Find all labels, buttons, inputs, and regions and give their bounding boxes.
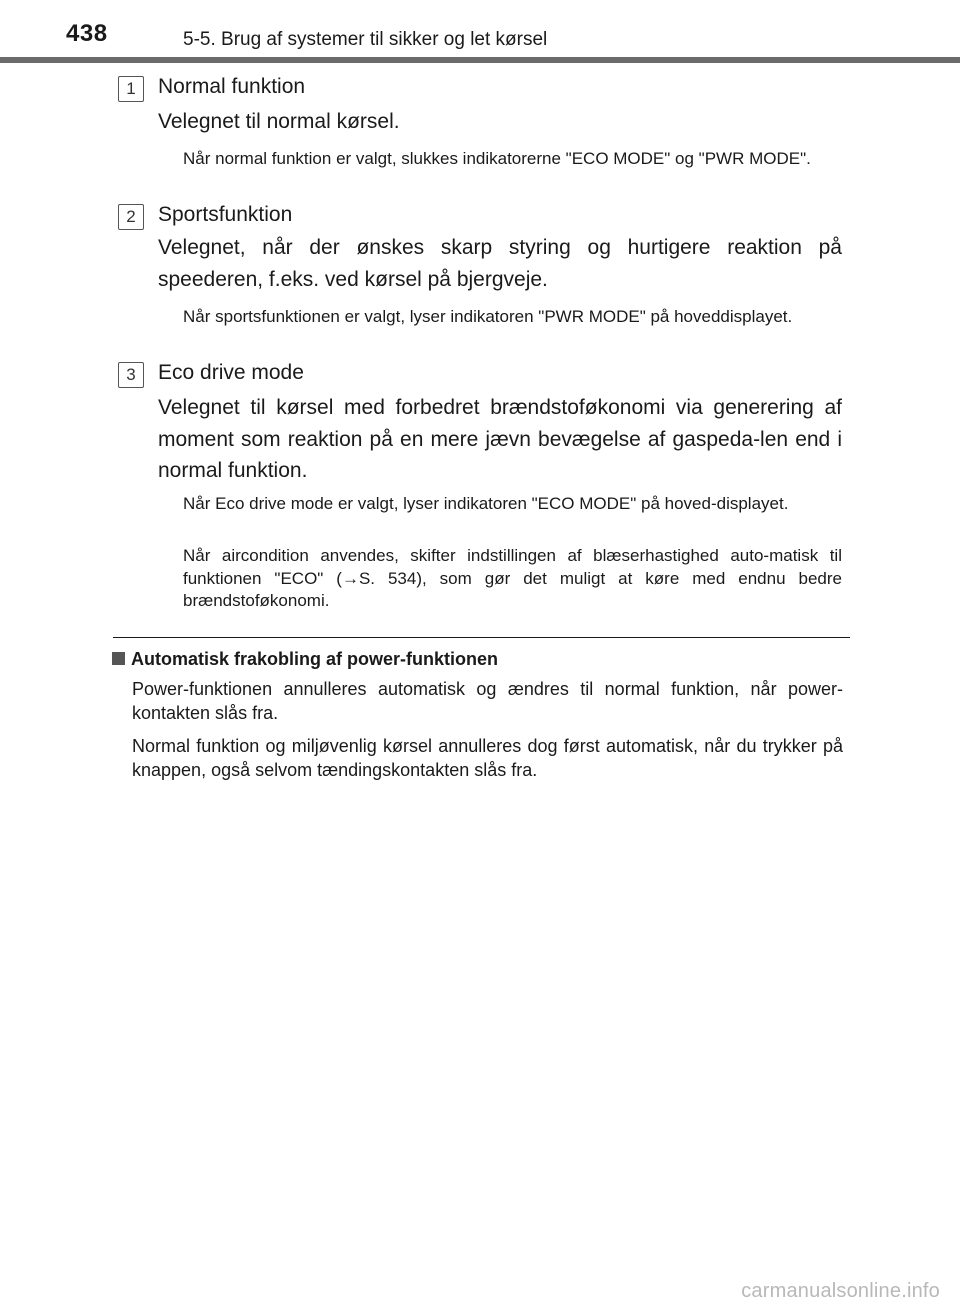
number-badge-3: 3 — [118, 362, 144, 388]
mode-title: Eco drive mode — [158, 361, 304, 384]
page-number: 438 — [66, 20, 108, 47]
mode-title: Normal funktion — [158, 75, 306, 98]
number-badge-2: 2 — [118, 204, 144, 230]
mode-description: Velegnet, når der ønskes skarp styring og hurtigere reaktion på speederen, f.eks. ved kørsel på bjergveje. — [158, 236, 842, 291]
info-heading — [112, 649, 498, 670]
info-heading-text: Automatisk frakobling af power-funktionen — [131, 649, 499, 669]
mode-note: Når sportsfunktionen er valgt, lyser indikatoren "PWR MODE" på hoveddisplayet. — [183, 307, 793, 326]
mode-description: Velegnet til kørsel med forbedret brændstoføkonomi via generering af moment som reaktion på en mere jævn bevægelse af gaspeda-len end i normal funktion. — [158, 396, 842, 482]
square-bullet-icon — [112, 652, 125, 665]
mode-description: Velegnet til normal kørsel. — [158, 110, 400, 133]
section-divider — [113, 637, 850, 638]
mode-note: Når aircondition anvendes, skifter indstillingen af blæserhastighed auto-matisk til funktionen "ECO" (→S. 534), som gør det muligt at køre med endnu bedre brændstoføkonomi. — [183, 546, 842, 610]
section-title: 5-5. Brug af systemer til sikker og let kørsel — [183, 29, 548, 50]
info-paragraph: Power-funktionen annulleres automatisk og ændres til normal funktion, når power-kontakten slås fra. — [132, 679, 843, 723]
mode-note: Når Eco drive mode er valgt, lyser indikatoren "ECO MODE" på hoved-displayet. — [183, 494, 789, 513]
watermark: carmanualsonline.info — [741, 1280, 940, 1302]
info-paragraph: Normal funktion og miljøvenlig kørsel annulleres dog først automatisk, når du trykker på knappen, også selvom tændingskontakten slås fra. — [132, 736, 843, 780]
mode-note: Når normal funktion er valgt, slukkes indikatorerne "ECO MODE" og "PWR MODE". — [183, 149, 811, 168]
header-rule — [0, 57, 960, 63]
mode-title: Sportsfunktion — [158, 203, 293, 226]
number-badge-1: 1 — [118, 76, 144, 102]
